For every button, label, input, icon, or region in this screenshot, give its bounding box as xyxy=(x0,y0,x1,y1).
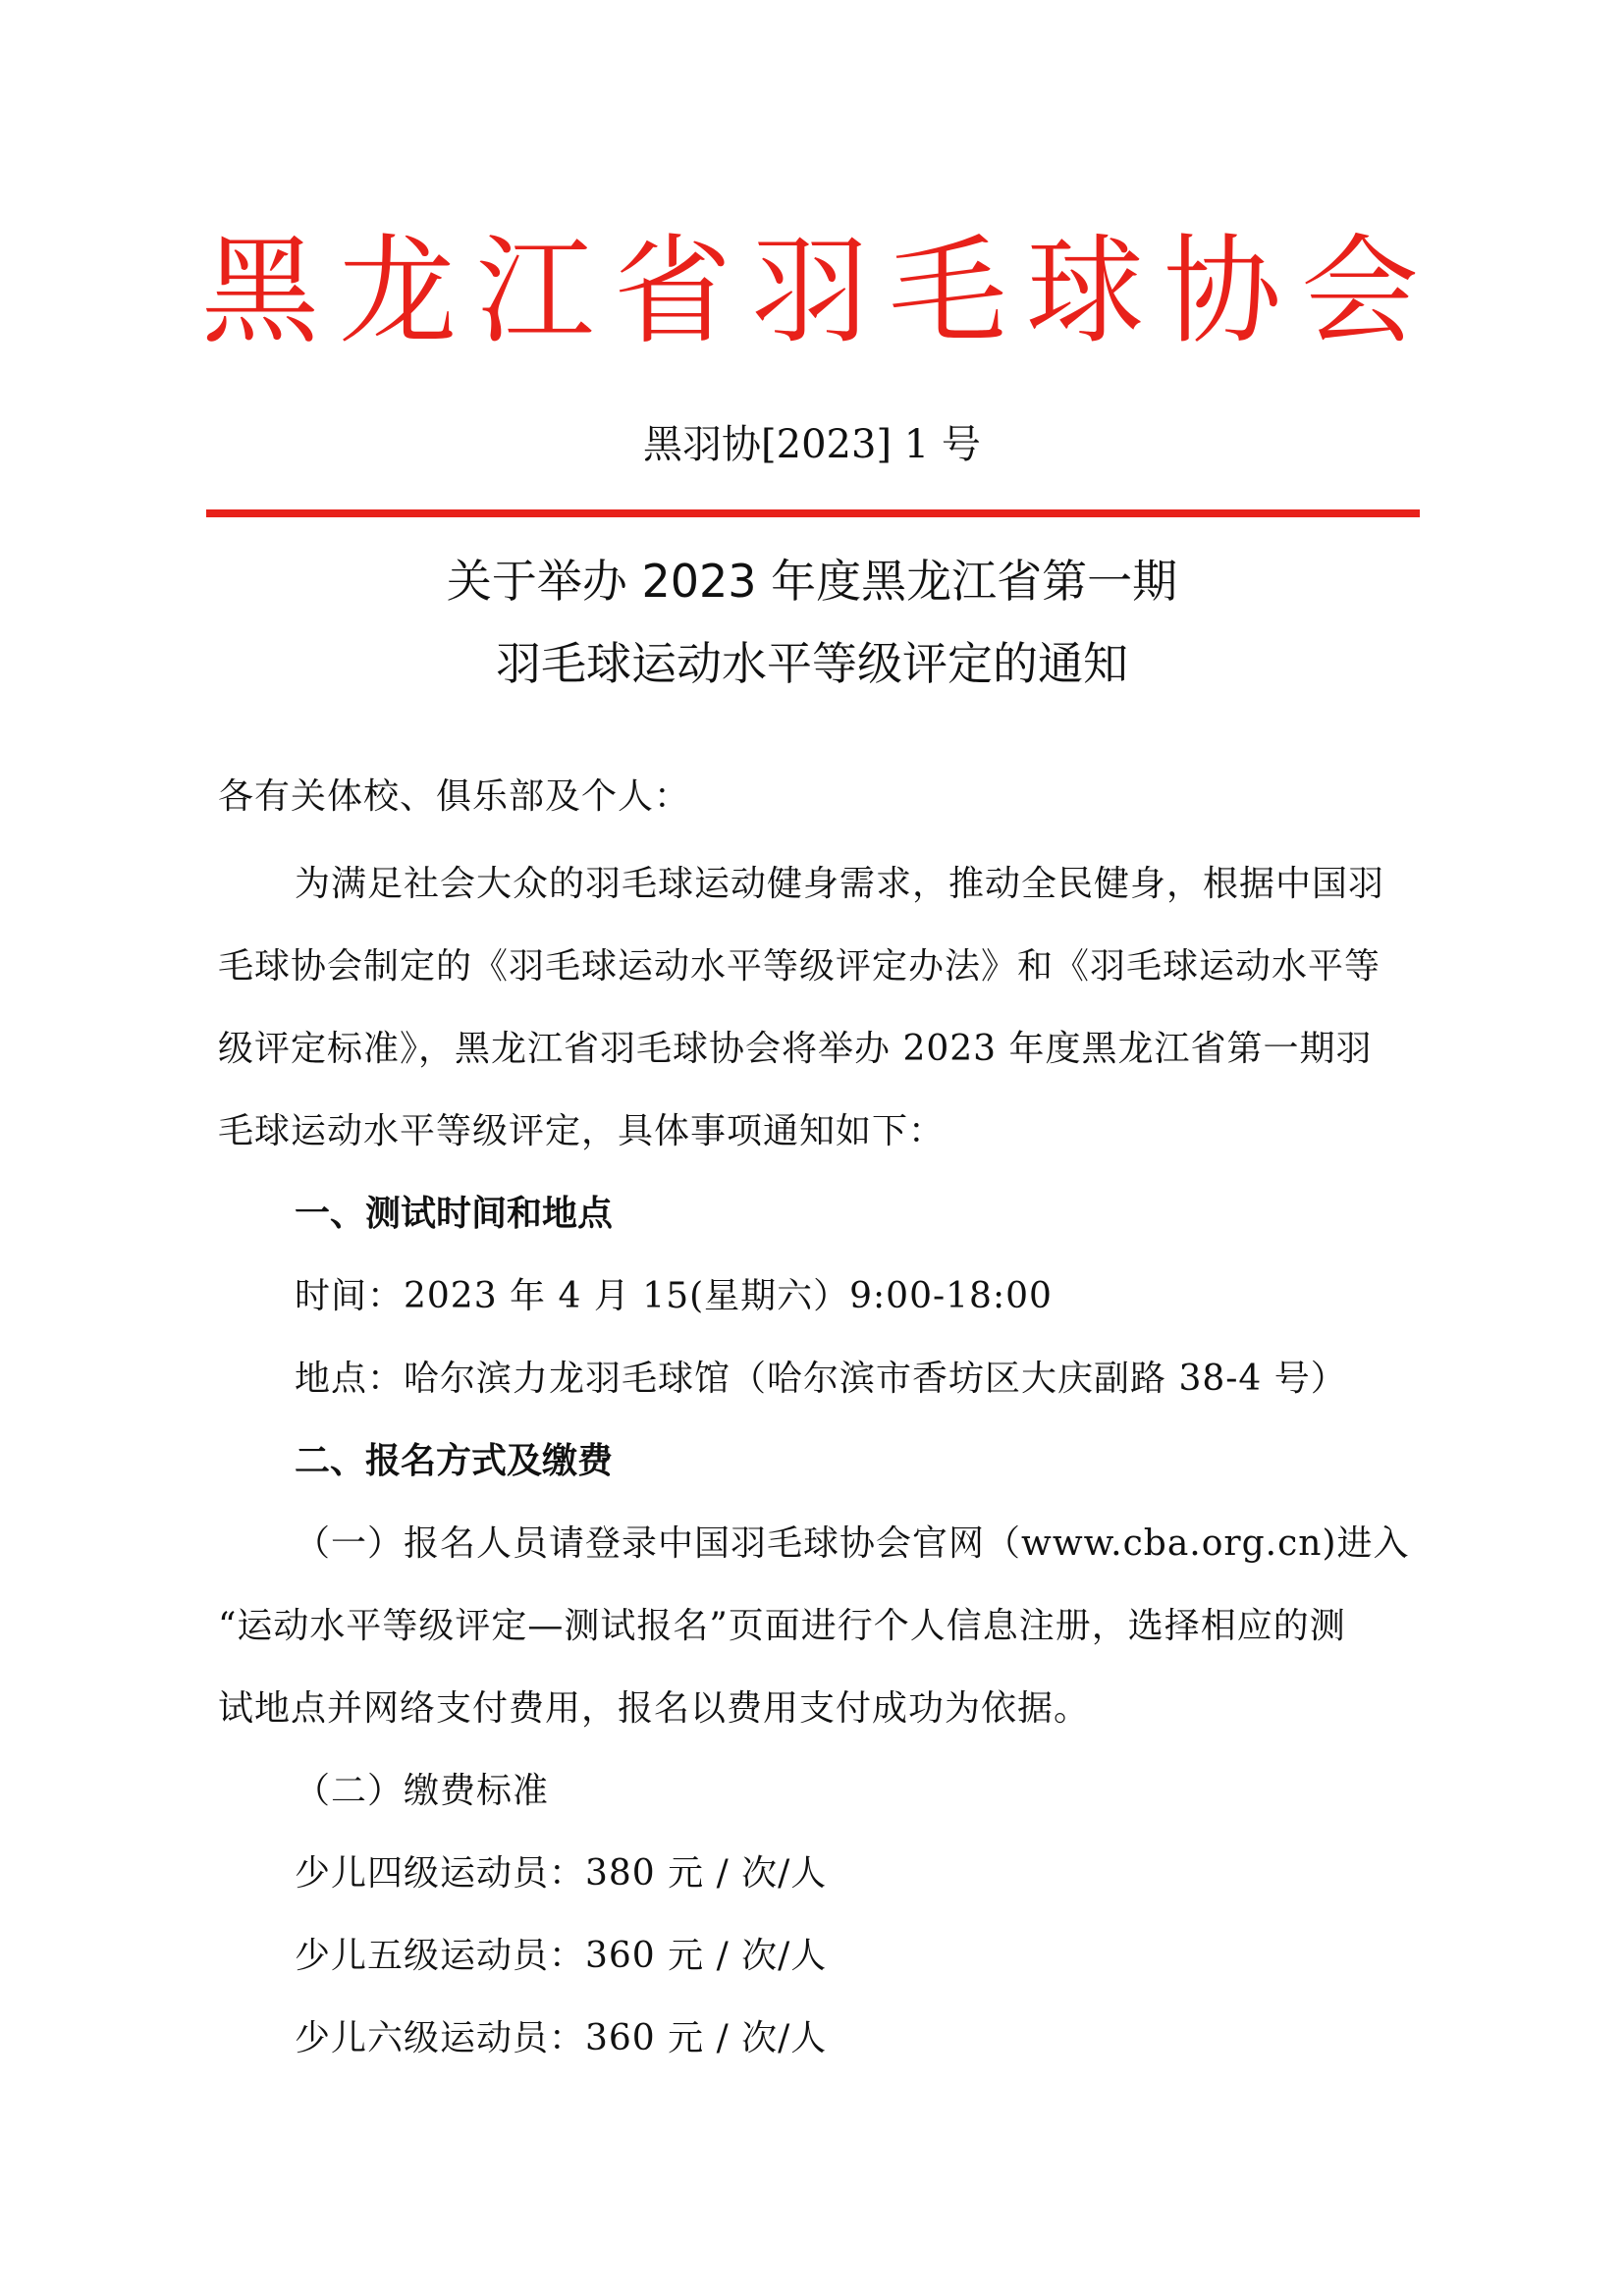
test-place: 地点：哈尔滨力龙羽毛球馆（哈尔滨市香坊区大庆副路 38-4 号） xyxy=(295,1359,1347,1399)
fee-item: 少儿六级运动员：360 元 / 次/人 xyxy=(295,2018,828,2058)
intro-line: 毛球运动水平等级评定，具体事项通知如下： xyxy=(218,1111,946,1151)
salutation: 各有关体校、俱乐部及个人： xyxy=(218,776,691,817)
fee-standard-heading: （二）缴费标准 xyxy=(295,1771,550,1811)
organization-letterhead: 黑龙江省羽毛球协会 xyxy=(201,224,1438,360)
intro-line: 毛球协会制定的《羽毛球运动水平等级评定办法》和《羽毛球运动水平等 xyxy=(218,946,1381,987)
fee-item: 少儿四级运动员：380 元 / 次/人 xyxy=(295,1853,828,1894)
letterhead-divider xyxy=(206,509,1420,517)
document-number: 黑羽协[2023] 1 号 xyxy=(643,422,981,467)
document-title-line-2: 羽毛球运动水平等级评定的通知 xyxy=(496,637,1128,690)
document-title-line-1: 关于举办 2023 年度黑龙江省第一期 xyxy=(446,555,1178,608)
registration-line: （一）报名人员请登录中国羽毛球协会官网（www.cba.org.cn)进入 xyxy=(295,1523,1410,1564)
section-heading-time-place: 一、测试时间和地点 xyxy=(295,1194,614,1234)
registration-line: “运动水平等级评定—测试报名”页面进行个人信息注册，选择相应的测 xyxy=(218,1606,1346,1646)
registration-line: 试地点并网络支付费用，报名以费用支付成功为依据。 xyxy=(218,1688,1091,1729)
intro-line: 为满足社会大众的羽毛球运动健身需求，推动全民健身，根据中国羽 xyxy=(295,864,1385,904)
fee-item: 少儿五级运动员：360 元 / 次/人 xyxy=(295,1936,828,1976)
section-heading-registration: 二、报名方式及缴费 xyxy=(295,1441,614,1481)
intro-line: 级评定标准》，黑龙江省羽毛球协会将举办 2023 年度黑龙江省第一期羽 xyxy=(218,1029,1373,1069)
test-time: 时间：2023 年 4 月 15(星期六）9:00-18:00 xyxy=(295,1276,1053,1316)
